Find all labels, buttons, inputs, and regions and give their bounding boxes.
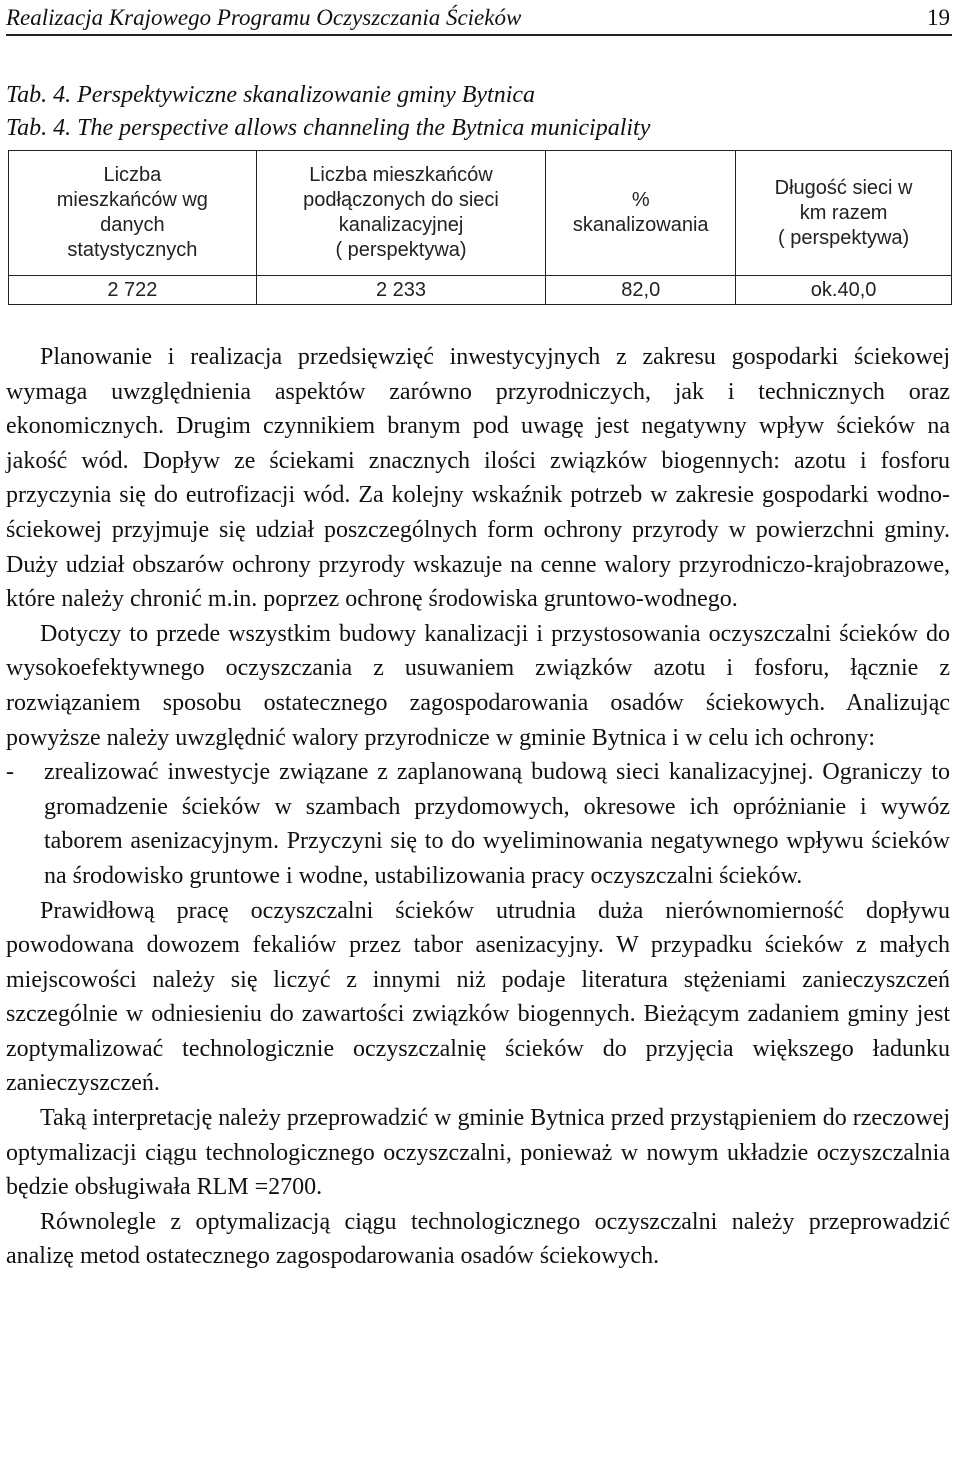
paragraph-2: Dotyczy to przede wszystkim budowy kanalizacji i przystosowania oczyszczalni ścieków do wysokoefektywnego oczyszczania z usuwaniem związków azotu i fosforu, łącznie z rozwiązaniem sposobu ostatecznego zagospodarowania osadów ściekowych. Analizując powyższe należy uwzględnić walory przyrodnicze w gminie Bytnica i w celu ich ochrony: <box>6 620 950 751</box>
list-dash: - <box>6 759 14 786</box>
paragraph-1: Planowanie i realizacja przedsięwzięć inwestycyjnych z zakresu gospodarki ściekowej wymaga uwzględnienia aspektów zarówno przyrodniczych, jak i technicznych oraz ekonomicznych. Drugim czynnikiem branym pod uwagę jest negatywny wpływ ścieków na jakość wód. Dopływ ze ściekami znacznych ilości związków biogennych: azotu i fosforu przyczynia się do eutrofizacji wód. Za kolejny wskaźnik potrzeb w zakresie gospodarki wodno-ściekowej przyjmuje się udział poszczególnych form ochrony przyrody w powierzchni gminy. Duży udział obszarów ochrony przyrody wskazuje na cenne walory przyrodniczo-krajobrazowe, które należy chronić m.in. poprzez ochronę środowiska gruntowo-wodnego. <box>6 344 950 613</box>
header-population: Liczba mieszkańców wg danych statystycznych <box>9 151 257 276</box>
table-header-row <box>9 151 952 276</box>
paragraph-5: Równolegle z optymalizacją ciągu technologicznego oczyszczalni należy przeprowadzić analizę metod ostatecznego zagospodarowania osadów ściekowych. <box>6 1208 950 1270</box>
page-number: 19 <box>927 5 950 30</box>
header-connected-residents: Liczba mieszkańców podłączonych do sieci kanalizacyjnej ( perspektywa) <box>256 151 546 276</box>
table-caption-en: Tab. 4. The perspective allows channeling the Bytnica municipality <box>6 115 651 141</box>
table-caption-pl: Tab. 4. Perspektywiczne skanalizowanie gminy Bytnica <box>6 82 536 108</box>
header-percent-sewered: % skanalizowania <box>546 151 736 276</box>
cell-connected-residents: 2 233 <box>256 276 546 305</box>
table-row <box>9 276 952 305</box>
running-title: Realizacja Krajowego Programu Oczyszczania Ścieków <box>6 5 522 30</box>
list-item <box>6 755 950 893</box>
header-network-length: Długość sieci w km razem ( perspektywa) <box>736 151 952 276</box>
cell-population: 2 722 <box>9 276 257 305</box>
cell-percent-sewered: 82,0 <box>546 276 736 305</box>
paragraph-3: Prawidłową pracę oczyszczalni ścieków utrudnia duża nierównomierność dopływu powodowana dowozem fekaliów przez tabor asenizacyjny. W przypadku ścieków z małych miejscowości należy się liczyć z innymi niż podaje literatura stężeniami zanieczyszczeń szczególnie w odniesieniu do zawartości związków biogennych. Bieżącym zadaniem gminy jest zoptymalizować technologicznie oczyszczalnię ścieków do przyjęcia większego ładunku zanieczyszczeń. <box>6 897 950 1097</box>
paragraph-4: Taką interpretację należy przeprowadzić w gminie Bytnica przed przystąpieniem do rzeczowej optymalizacji ciągu technologicznego oczyszczalni, ponieważ w nowym układzie oczyszczalnia będzie obsługiwała RLM =2700. <box>6 1105 950 1201</box>
cell-network-length: ok.40,0 <box>736 276 952 305</box>
body-text <box>6 340 950 1274</box>
running-header <box>6 4 952 36</box>
list-item-text: zrealizować inwestycje związane z zaplanowaną budową sieci kanalizacyjnej. Ograniczy to gromadzenie ścieków w szambach przydomowych, okresowe ich opróżnianie i wywóz taborem asenizacyjnym. Przyczyni się to do wyeliminowania negatywnego wpływu ścieków na środowisko gruntowe i wodne, ustabilizowania pracy oczyszczalni ścieków. <box>44 759 950 889</box>
sewerage-table <box>8 150 952 305</box>
